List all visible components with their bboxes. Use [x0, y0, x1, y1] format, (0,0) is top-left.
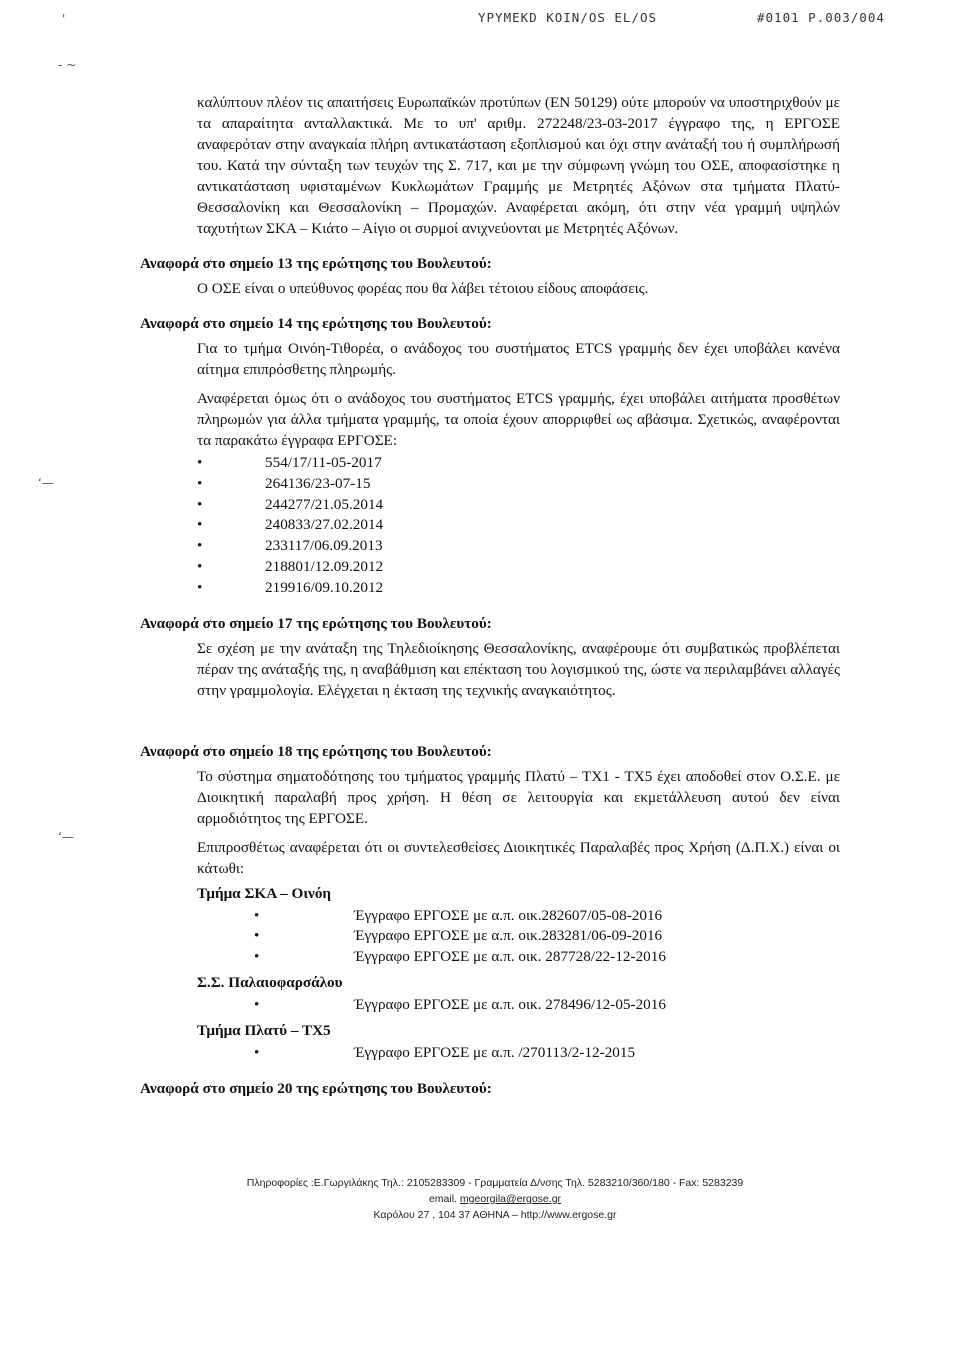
documents-list-14 [140, 453, 840, 599]
document-body [140, 92, 840, 1103]
footer-email-label: email. [428, 1193, 457, 1205]
list-item: • 244277/21.05.2014 [197, 495, 840, 516]
heading-point-13: Αναφορά στο σημείο 13 της ερώτησης του Βουλευτού: [140, 255, 492, 272]
list-item: • Έγγραφο ΕΡΓΟΣΕ με α.π. /270113/2-12-2015 [254, 1043, 840, 1064]
list-item: • Έγγραφο ΕΡΓΟΣΕ με α.π. οικ.282607/05-08-2016 [254, 906, 840, 927]
list-item: • 219916/09.10.2012 [197, 578, 840, 599]
footer-address-line: Καρόλου 27 , 104 37 ΑΘΗΝΑ – http://www.ergose.gr [373, 1209, 617, 1221]
heading-point-18: Αναφορά στο σημείο 18 της ερώτησης του Βουλευτού: [140, 742, 492, 760]
letterhead-footer [200, 1175, 790, 1223]
scan-mark: ‘— [38, 476, 54, 490]
scan-mark: ‘— [58, 830, 74, 844]
intro-paragraph: καλύπτουν πλέον τις απαιτήσεις Ευρωπαϊκών προτύπων (EN 50129) ούτε μπορούν να υποστηριχθούν με τα απαραίτητα ανταλλακτικά. Με το υπ' αριθμ. 272248/23-03-2017 έγγραφο της, η ΕΡΓΟΣΕ αναφερόταν στην αναγκαία πλήρη αντικατάσταση εξοπλισμού και όχι στην ανάταξή του ή συμπλήρωσή του. Κατά την σύνταξη των τευχών της Σ. 717, και με την σύμφωνη γνώμη του ΟΣΕ, αποφασίστηκε η αντικατάσταση υφισταμένων Κυκλωμάτων Γραμμής με Μετρητές Αξόνων στα τμήματα Πλατύ-Θεσσαλονίκη και Θεσσαλονίκη – Προμαχών. Αναφέρεται ακόμη, ότι στην νέα γραμμή υψηλών ταχυτήτων ΣΚΑ – Κιάτο – Αίγιο οι συρμοί ανιχνεύονται με Μετρητές Αξόνων. [197, 94, 840, 237]
paragraph-point-13: Ο ΟΣΕ είναι ο υπεύθυνος φορέας που θα λάβει τέτοιου είδους αποφάσεις. [197, 280, 649, 297]
scan-mark: ' [62, 12, 66, 26]
section-palaiofarsalou: Σ.Σ. Παλαιοφαρσάλου [197, 973, 343, 991]
fax-sender: YPYMEKD KOIN/OS EL/OS [478, 10, 658, 25]
paragraph-point-14b: Αναφέρεται όμως ότι ο ανάδοχος του συστήματος ETCS γραμμής, έχει υποβάλει αιτήματα προσθέτων πληρωμών για άλλα τμήματα γραμμής, τα οποία έχουν απορριφθεί ως αβάσιμα. Σχετικώς, αναφέρονται τα παρακάτω έγγραφα ΕΡΓΟΣΕ: [197, 390, 840, 449]
list-item: • 264136/23-07-15 [197, 474, 840, 495]
fax-header [0, 10, 970, 30]
heading-point-20: Αναφορά στο σημείο 20 της ερώτησης του Βουλευτού: [140, 1079, 492, 1097]
documents-list-ska [140, 906, 840, 968]
list-item: • 240833/27.02.2014 [197, 515, 840, 536]
fax-page-number: #0101 P.003/004 [757, 10, 885, 25]
paragraph-point-18a: Το σύστημα σηματοδότησης του τμήματος γραμμής Πλατύ – ΤΧ1 - ΤΧ5 έχει αποδοθεί στον Ο.Σ.Ε. με Διοικητική παραλαβή προς χρήση. Η θέση σε λειτουργία και εκμετάλλευση αυτού δεν είναι αρμοδιότητος της ΕΡΓΟΣΕ. [197, 767, 840, 827]
footer-contact-line: Πληροφορίες :Ε.Γωργιλάκης Τηλ.: 2105283309 - Γραμματεία Δ/νσης Τηλ. 5283210/360/180 - Fax: 5283239 [246, 1177, 744, 1189]
heading-point-14: Αναφορά στο σημείο 14 της ερώτησης του Βουλευτού: [140, 315, 492, 332]
paragraph-point-18b: Επιπροσθέτως αναφέρεται ότι οι συντελεσθείσες Διοικητικές Παραλαβές προς Χρήση (Δ.Π.Χ.) είναι οι κάτωθι: [197, 838, 840, 877]
list-item: • Έγγραφο ΕΡΓΟΣΕ με α.π. οικ.283281/06-09-2016 [254, 926, 840, 947]
scan-mark: - ~ [58, 58, 77, 72]
list-item: • 233117/06.09.2013 [197, 536, 840, 557]
footer-email-line [200, 1191, 790, 1207]
list-item: • Έγγραφο ΕΡΓΟΣΕ με α.π. οικ. 287728/22-12-2016 [254, 947, 840, 968]
section-ska-oinoi: Τμήμα ΣΚΑ – Οινόη [197, 884, 332, 902]
list-item: • Έγγραφο ΕΡΓΟΣΕ με α.π. οικ. 278496/12-05-2016 [254, 995, 840, 1016]
list-item: • 218801/12.09.2012 [197, 557, 840, 578]
documents-list-palaio [140, 995, 840, 1016]
footer-email-link[interactable]: mgeorgila@ergose.gr [459, 1193, 562, 1205]
heading-point-17: Αναφορά στο σημείο 17 της ερώτησης του Βουλευτού: [140, 614, 492, 632]
list-item: • 554/17/11-05-2017 [197, 453, 840, 474]
paragraph-point-17: Σε σχέση με την ανάταξη της Τηλεδιοίκησης Θεσσαλονίκης, αναφέρουμε ότι συμβατικώς προβλέπεται πέραν της ανάταξής της, η αναβάθμιση και επέκταση του λογισμικού της, ώστε να περιλαμβάνει αλλαγές στην γραμμολογία. Ελέγχεται η έκταση της τεχνικής αναγκαιότητος. [197, 639, 840, 699]
paragraph-point-14a: Για το τμήμα Οινόη-Τιθορέα, ο ανάδοχος του συστήματος ETCS γραμμής δεν έχει υποβάλει κανένα αίτημα επιπρόσθετης πληρωμής. [197, 340, 840, 378]
section-platy-tx5: Τμήμα Πλατύ – ΤΧ5 [197, 1021, 331, 1039]
documents-list-platy [140, 1043, 840, 1064]
